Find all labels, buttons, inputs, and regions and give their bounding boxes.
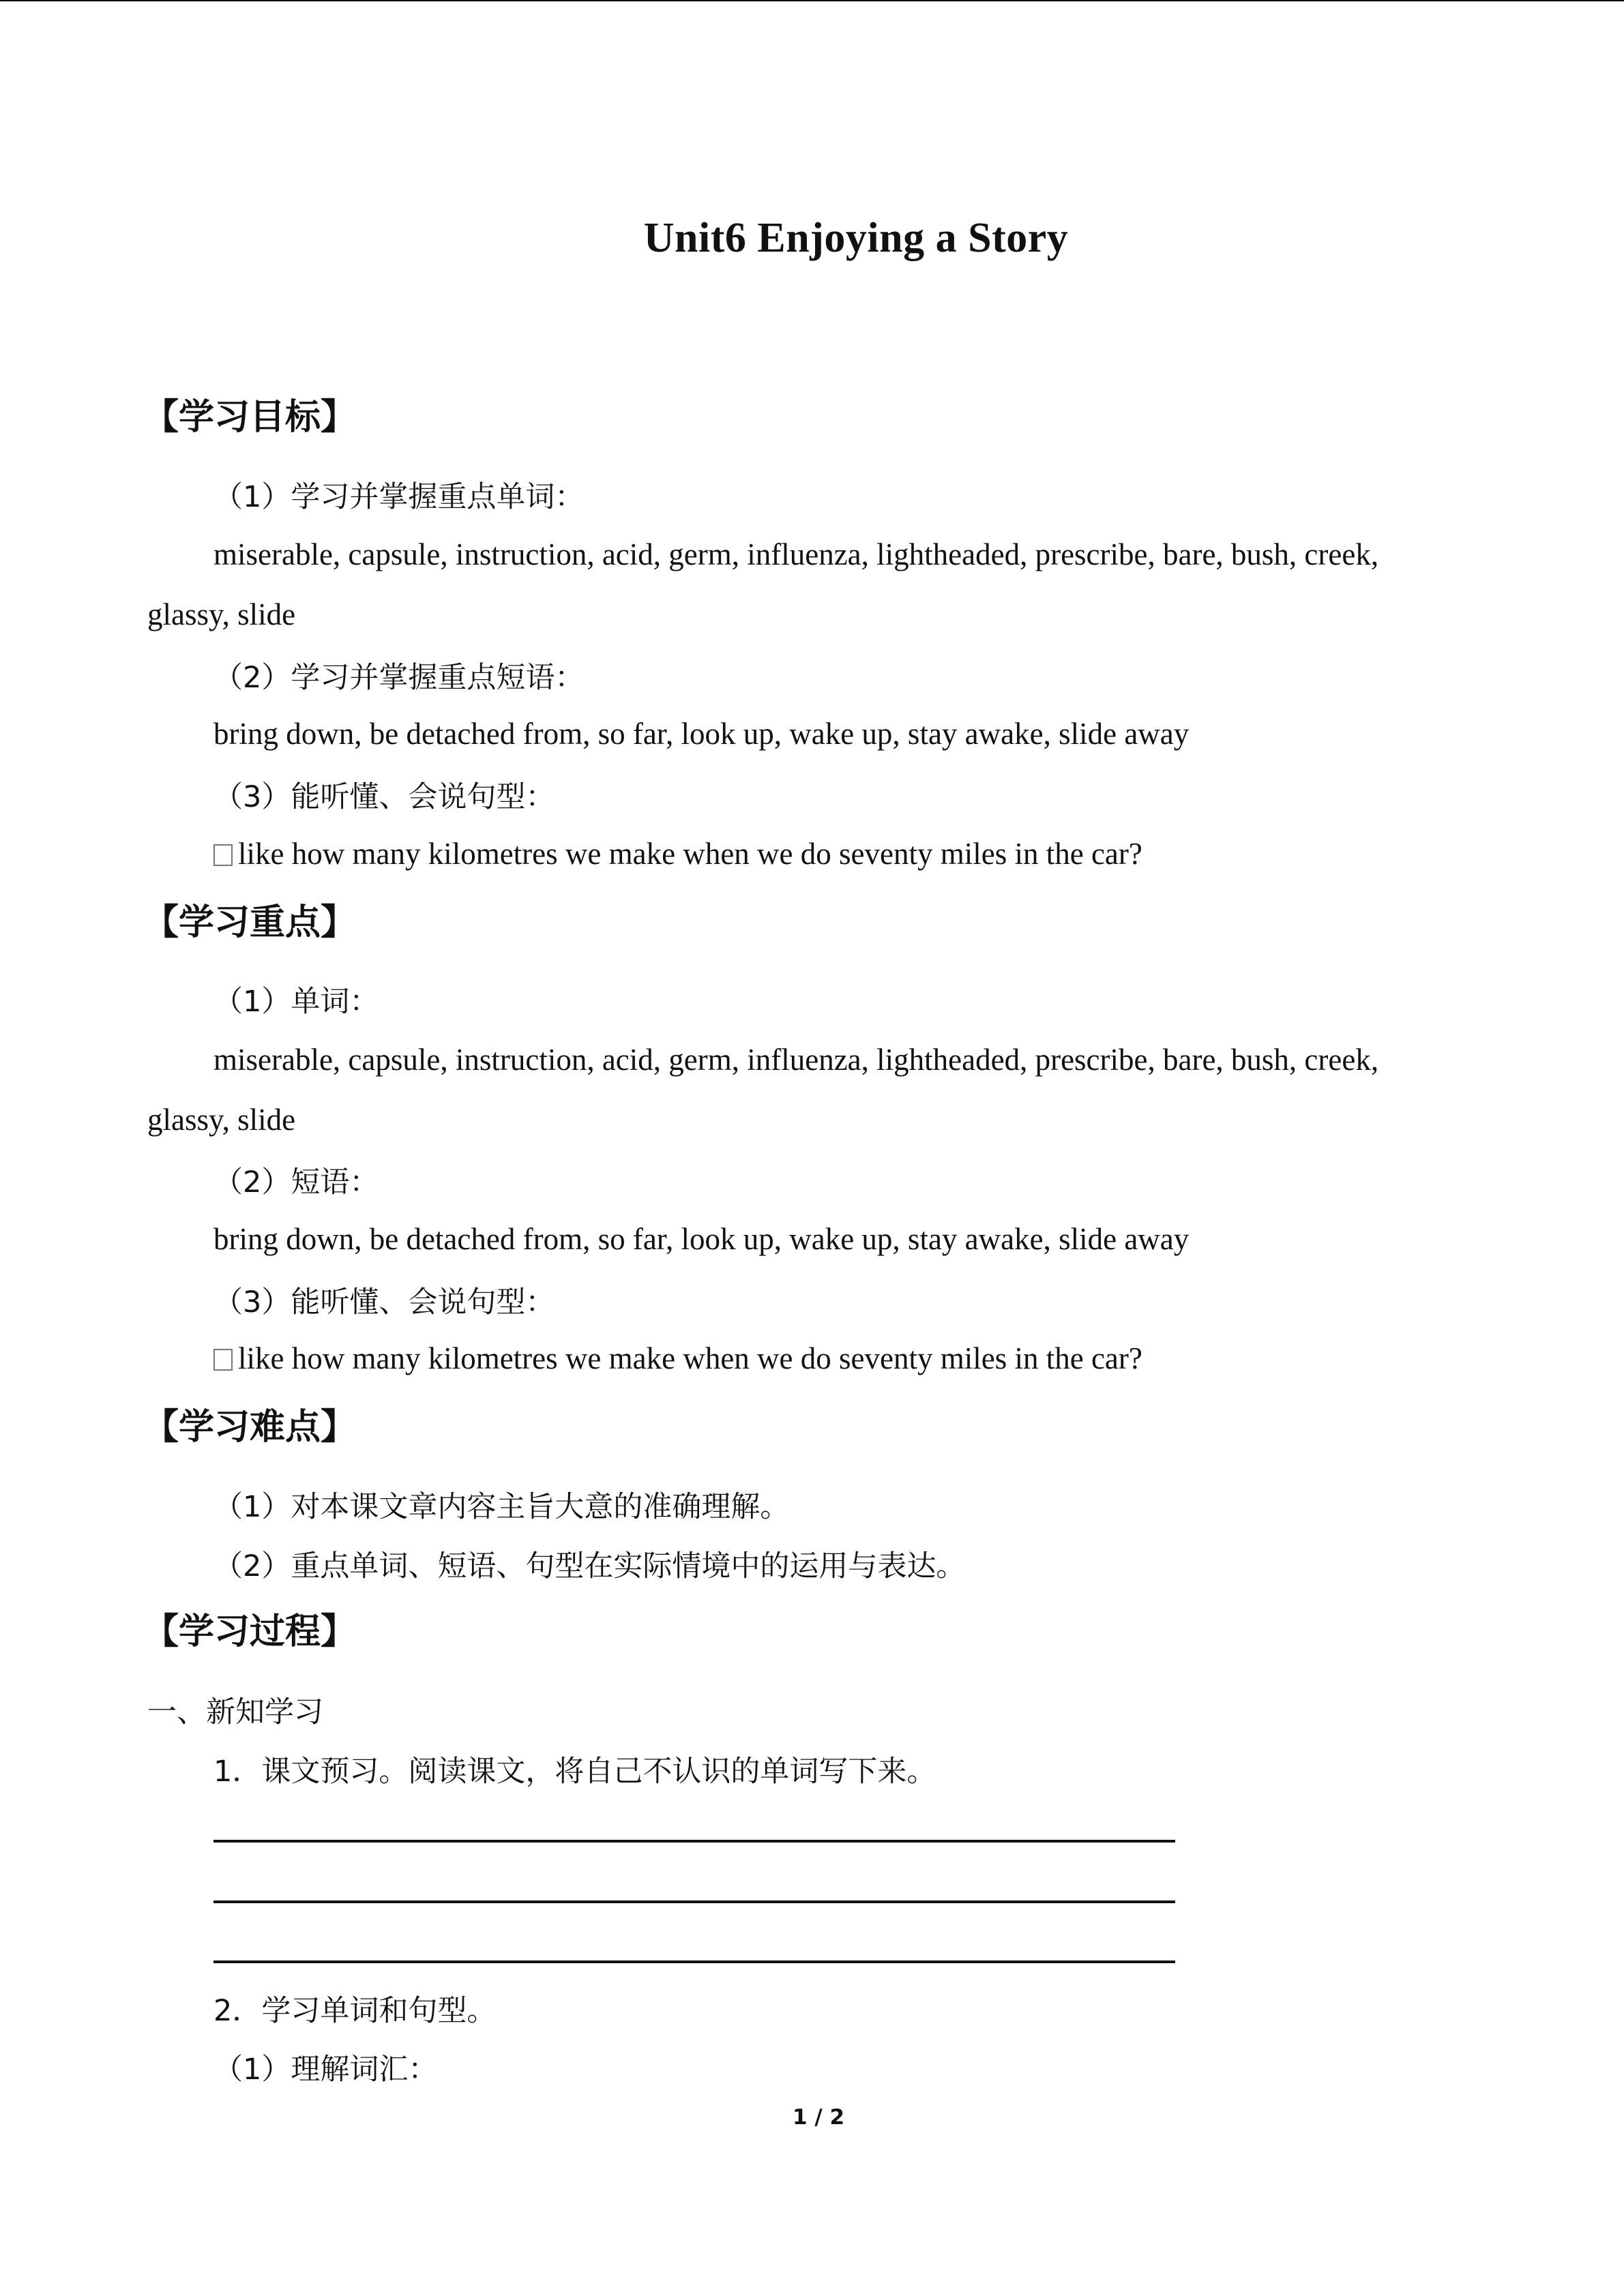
answer-blank-line[interactable] — [213, 1840, 1175, 1843]
difficulties-item1: （1）对本课文章内容主旨大意的准确理解。 — [213, 1490, 790, 1524]
key-points-item1-words-line2: glassy, slide — [147, 1103, 296, 1137]
goals-item1-label: （1）学习并掌握重点单词： — [213, 480, 585, 514]
key-points-item2-label: （2）短语： — [213, 1165, 379, 1199]
goals-item3-sentence: like how many kilometres we make when we do seventy miles in the car? — [213, 836, 1142, 871]
process-heading: 【学习过程】 — [143, 1611, 357, 1652]
key-points-item3-sentence: like how many kilometres we make when we do seventy miles in the car? — [213, 1341, 1142, 1376]
missing-glyph-box — [213, 844, 233, 866]
document-title: Unit6 Enjoying a Story — [643, 215, 1069, 261]
process-step2: 2．学习单词和句型。 — [213, 1994, 497, 2028]
goals-item2-label: （2）学习并掌握重点短语： — [213, 661, 585, 695]
answer-blank-line[interactable] — [213, 1960, 1175, 1963]
key-points-item1-label: （1）单词： — [213, 985, 379, 1019]
key-points-item2-phrases: bring down, be detached from, so far, look up, wake up, stay awake, slide away — [213, 1222, 1190, 1256]
missing-glyph-box — [213, 1349, 233, 1371]
process-step1: 1．课文预习。阅读课文，将自己不认识的单词写下来。 — [213, 1755, 936, 1789]
difficulties-heading: 【学习难点】 — [143, 1407, 357, 1448]
goals-item1-words-line2: glassy, slide — [147, 597, 296, 631]
goals-item2-phrases: bring down, be detached from, so far, look up, wake up, stay awake, slide away — [213, 717, 1190, 751]
answer-blank-line[interactable] — [213, 1900, 1175, 1903]
difficulties-item2: （2）重点单词、短语、句型在实际情境中的运用与表达。 — [213, 1549, 966, 1583]
key-points-item1-words-line1: miserable, capsule, instruction, acid, germ, influenza, lightheaded, prescribe, bare, bush, creek, — [213, 1043, 1379, 1077]
goals-item3-label: （3）能听懂、会说句型： — [213, 780, 555, 814]
process-step2-sub1: （1）理解词汇： — [213, 2053, 438, 2087]
goals-item1-words-line1: miserable, capsule, instruction, acid, germ, influenza, lightheaded, prescribe, bare, bush, creek, — [213, 537, 1379, 571]
key-points-item3-label: （3）能听懂、会说句型： — [213, 1285, 555, 1320]
goals-heading: 【学习目标】 — [143, 397, 357, 438]
process-part1: 一、新知学习 — [147, 1695, 323, 1729]
page-number: 1 / 2 — [792, 2105, 845, 2130]
key-points-heading: 【学习重点】 — [143, 902, 357, 943]
